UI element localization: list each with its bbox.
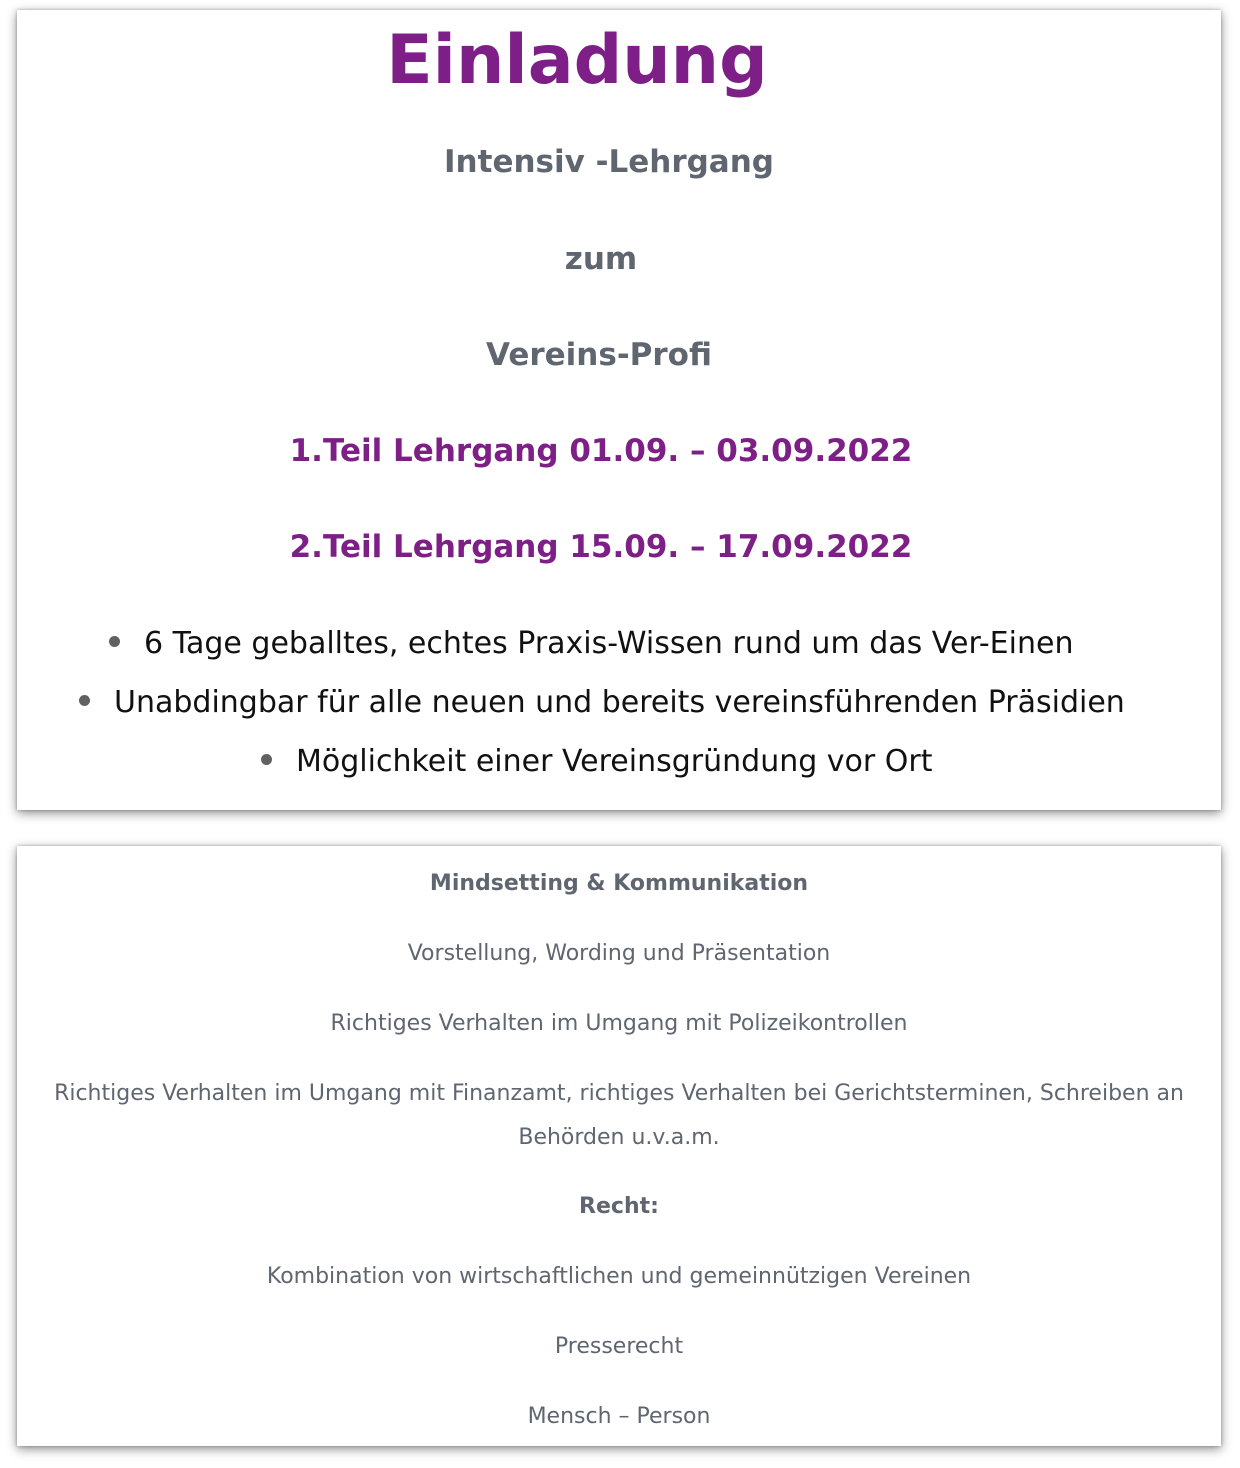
topics-card xyxy=(17,846,1221,1446)
topic-item: Vorstellung, Wording und Präsentation xyxy=(407,941,831,966)
invitation-title: Einladung xyxy=(386,21,768,100)
bullet-dot-icon xyxy=(79,695,90,706)
topic-item: Presserecht xyxy=(554,1334,684,1359)
subtitle-course: Intensiv -Lehrgang xyxy=(444,144,774,180)
bullet-text: Möglichkeit einer Vereinsgründung vor Ort xyxy=(296,744,933,779)
topic-heading-mindset: Mindsetting & Kommunikation xyxy=(429,871,809,896)
bullet-item xyxy=(109,624,1073,664)
invitation-card xyxy=(17,10,1221,810)
course-date-part-2: 2.Teil Lehrgang 15.09. – 17.09.2022 xyxy=(289,529,913,565)
topic-item: Richtiges Verhalten im Umgang mit Polizeikontrollen xyxy=(330,1011,908,1036)
topic-item: Richtiges Verhalten im Umgang mit Finanzamt, richtiges Verhalten bei Gerichtsterminen, Schreiben an Behörden u.v.a.m. xyxy=(54,1081,1184,1150)
subtitle-target: Vereins-Profi xyxy=(486,337,712,373)
topic-item: Kombination von wirtschaftlichen und gemeinnützigen Vereinen xyxy=(266,1264,972,1289)
bullet-item xyxy=(79,683,1125,723)
bullet-item xyxy=(261,742,933,782)
course-date-part-1: 1.Teil Lehrgang 01.09. – 03.09.2022 xyxy=(289,433,913,469)
bullet-text: Unabdingbar für alle neuen und bereits vereinsführenden Präsidien xyxy=(114,685,1125,720)
bullet-dot-icon xyxy=(261,754,272,765)
subtitle-connector: zum xyxy=(564,241,638,277)
bullet-text: 6 Tage geballtes, echtes Praxis-Wissen rund um das Ver-Einen xyxy=(144,626,1074,661)
bullet-dot-icon xyxy=(109,636,120,647)
topic-item: Mensch – Person xyxy=(527,1404,711,1429)
topic-heading-law: Recht: xyxy=(579,1194,659,1219)
